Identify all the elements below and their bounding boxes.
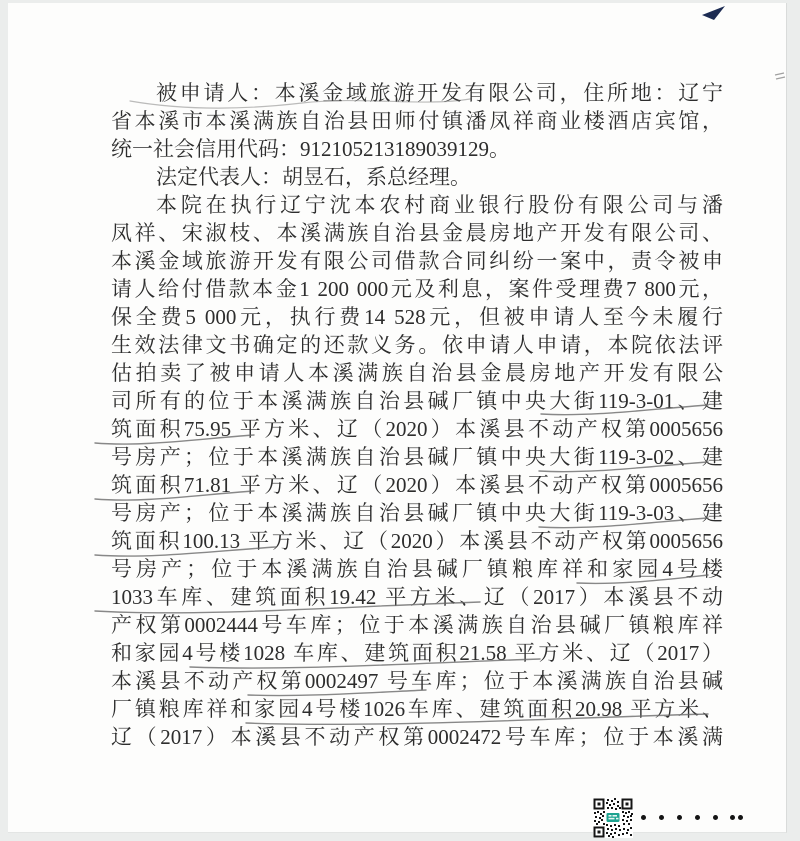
dot [738, 815, 743, 820]
doc-line: 本溪金域旅游开发有限公司借款合同纠纷一案中，责令被申 [111, 249, 723, 273]
doc-line: 号房产；位于本溪满族自治县碱厂镇粮库祥和家园4号楼 [111, 557, 723, 581]
doc-line: 厂镇粮库祥和家园4号楼1026车库、建筑面积20.98 平方米、 [111, 697, 723, 721]
doc-line: 被申请人：本溪金域旅游开发有限公司，住所地：辽宁 [156, 81, 723, 105]
qr-code-icon [593, 798, 633, 838]
doc-line: 估拍卖了被申请人本溪满族自治县金晨房地产开发有限公 [111, 361, 723, 385]
stray-pen-mark-icon [774, 71, 786, 81]
dot [641, 815, 646, 820]
dot [659, 815, 664, 820]
document-body [111, 79, 723, 751]
ellipsis-dots [641, 815, 743, 820]
dot [713, 815, 718, 820]
doc-line: 筑面积100.13 平方米、辽（2020）本溪县不动产权第0005656 [111, 529, 723, 553]
doc-line: 本溪县不动产权第0002497 号车库；位于本溪满族自治县碱 [111, 669, 723, 693]
dot [730, 815, 735, 820]
doc-line: 和家园4号楼1028 车库、建筑面积21.58 平方米、辽（2017） [111, 641, 723, 665]
doc-line: 本院在执行辽宁沈本农村商业银行股份有限公司与潘 [156, 193, 723, 217]
doc-line: 辽（2017）本溪县不动产权第0002472号车库；位于本溪满 [111, 725, 723, 749]
doc-line: 统一社会信用代码：912105213189039129。 [111, 137, 510, 161]
doc-line: 号房产；位于本溪满族自治县碱厂镇中央大街119-3-02、建 [111, 445, 723, 469]
doc-line: 产权第0002444号车库；位于本溪满族自治县碱厂镇粮库祥 [111, 613, 723, 637]
doc-line: 省本溪市本溪满族自治县田师付镇潘凤祥商业楼酒店宾馆， [111, 109, 723, 133]
doc-line: 凤祥、宋淑枝、本溪满族自治县金晨房地产开发有限公司、 [111, 221, 723, 245]
doc-line: 筑面积71.81 平方米、辽（2020）本溪县不动产权第0005656 [111, 473, 723, 497]
doc-line: 司所有的位于本溪满族自治县碱厂镇中央大街119-3-01、建 [111, 389, 723, 413]
document-page [8, 3, 787, 833]
doc-line: 1033车库、建筑面积19.42 平方米、辽（2017）本溪县不动 [111, 585, 723, 609]
doc-line: 保全费5 000元，执行费14 528元，但被申请人至今未履行 [111, 305, 723, 329]
doc-line: 请人给付借款本金1 200 000元及利息，案件受理费7 800元， [111, 277, 723, 301]
doc-line: 号房产；位于本溪满族自治县碱厂镇中央大街119-3-03、建 [111, 501, 723, 525]
doc-line: 筑面积75.95 平方米、辽（2020）本溪县不动产权第0005656 [111, 417, 723, 441]
dot [695, 815, 700, 820]
doc-line: 生效法律文书确定的还款义务。依申请人申请，本院依法评 [111, 333, 723, 357]
page-corner-fold-icon [694, 6, 726, 22]
dot [677, 815, 682, 820]
doc-line: 法定代表人：胡昱石，系总经理。 [156, 165, 471, 189]
